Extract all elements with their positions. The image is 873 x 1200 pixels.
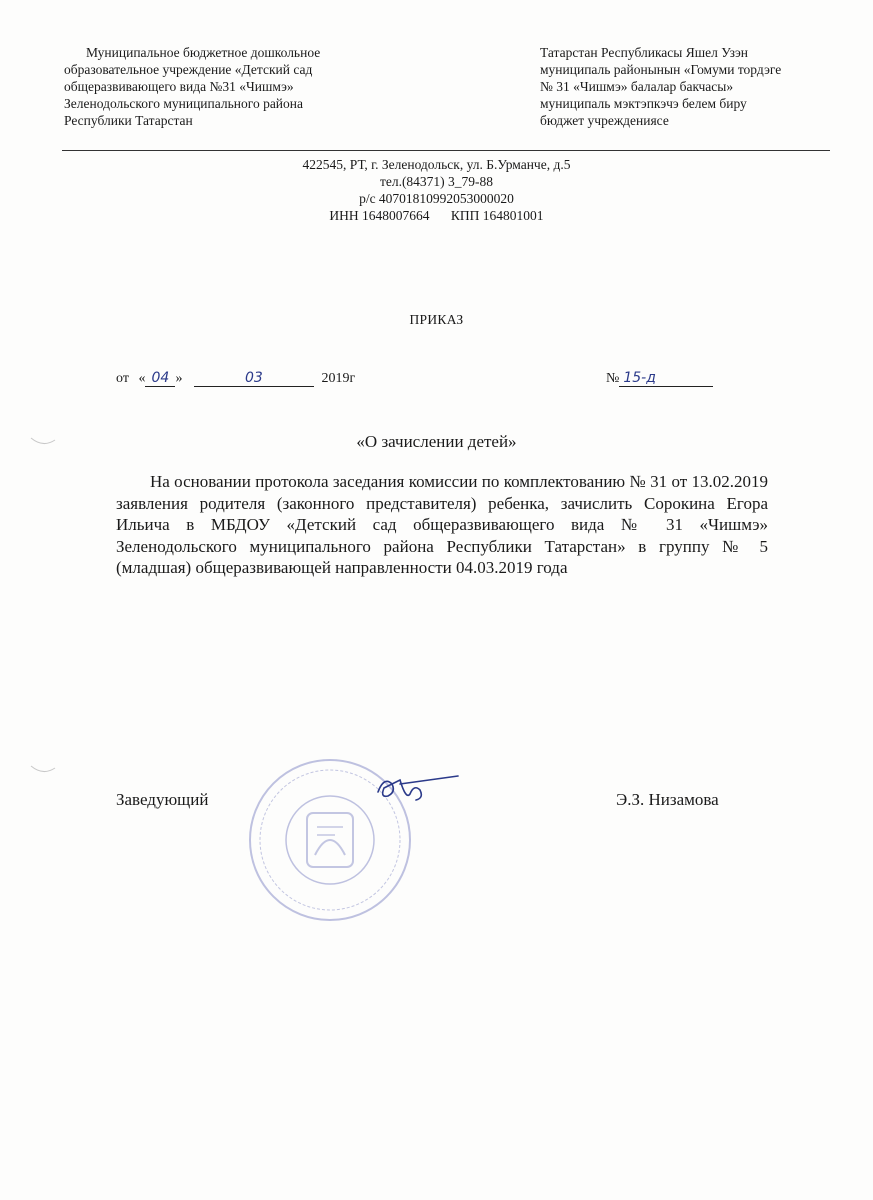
header-left-line: Республики Татарстан [64,113,193,128]
header-right-block [540,44,840,129]
date-prefix: от [116,371,129,386]
address-phone: тел.(84371) 3_79-88 [379,174,494,189]
number-label: № [606,371,620,386]
order-number [606,370,713,387]
address-tax-ids [0,207,873,224]
order-subject: «О зачислении детей» [356,432,517,451]
header-left-line: образовательное учреждение «Детский сад [64,62,313,77]
handwritten-signature-icon [370,770,470,810]
address-account: р/с 40701810992053000020 [359,191,514,206]
header-left-line: общеразвивающего вида №31 «Чишмэ» [64,79,294,94]
punch-hole-mark-icon [30,436,56,446]
address-kpp: КПП 164801001 [450,208,544,223]
day-close-quote: » [175,371,183,386]
header-right-line: бюджет учреждениясе [540,113,669,128]
order-title: ПРИКАЗ [409,312,464,327]
order-date [116,370,355,387]
signatory-position: Заведующий [116,790,209,809]
header-left-line: Зеленодольского муниципального района [64,96,303,111]
address-street: 422545, РТ, г. Зеленодольск, ул. Б.Урманче, д.5 [302,157,571,172]
date-month: 03 [194,370,314,387]
date-day: 04 [145,370,175,387]
address-inn: ИНН 1648007664 [329,208,430,223]
header-right-line: № 31 «Чишмэ» балалар бакчасы» [540,79,734,94]
signatory-name: Э.З. Низамова [616,790,719,809]
day-open-quote: « [138,371,146,386]
order-body [116,471,768,579]
header-right-line: муниципаль мэктэпкэчэ белем биру [540,96,747,111]
header-left-line: Муниципальное бюджетное дошкольное [86,45,321,60]
header-divider [62,150,830,151]
header-right-line: муниципаль районынын «Гомуми тордэге [540,62,782,77]
punch-hole-mark-icon [30,764,56,774]
number-value: 15-д [619,370,713,387]
header-left-block [64,44,394,129]
header-right-line: Татарстан Республикасы Яшел Узэн [540,45,748,60]
order-body-paragraph: На основании протокола заседания комиссии по комплектованию № 31 от 13.02.2019 заявления родителя (законного представителя) ребенка, зачислить Сорокина Егора Ильича в МБДОУ «Детский сад общеразвивающего вида № 31 «Чишмэ» Зеленодольского муниципального района Республики Татарстан» в группу № 5 (младшая) общеразвивающей направленности 04.03.2019 года [116,472,768,577]
date-year: 2019г [321,371,356,386]
address-block [0,156,873,224]
